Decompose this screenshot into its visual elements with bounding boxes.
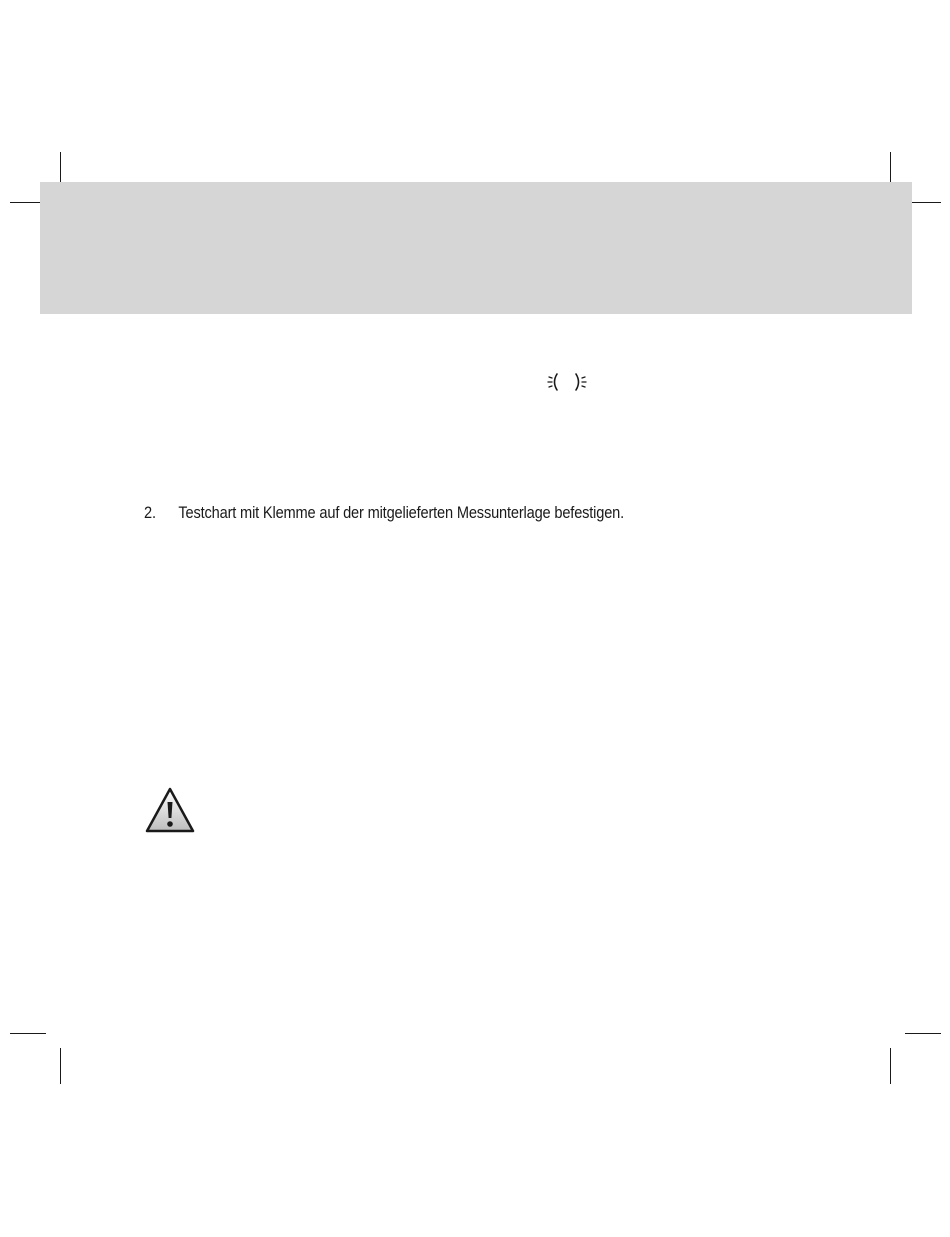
crop-mark-bottom-left-horizontal: [10, 1033, 46, 1034]
step-text: Testchart mit Klemme auf der mitgelieferten Messunterlage befestigen.: [178, 503, 625, 522]
warning-triangle-icon: [144, 786, 196, 834]
crop-mark-bottom-right-vertical: [890, 1048, 891, 1084]
instruction-step: [144, 502, 624, 524]
crop-mark-bottom-right-horizontal: [905, 1033, 941, 1034]
step-number: 2.: [144, 503, 156, 522]
crop-mark-bottom-left-vertical: [60, 1048, 61, 1084]
header-band: [40, 182, 912, 314]
blinking-display-icon: [546, 368, 588, 396]
